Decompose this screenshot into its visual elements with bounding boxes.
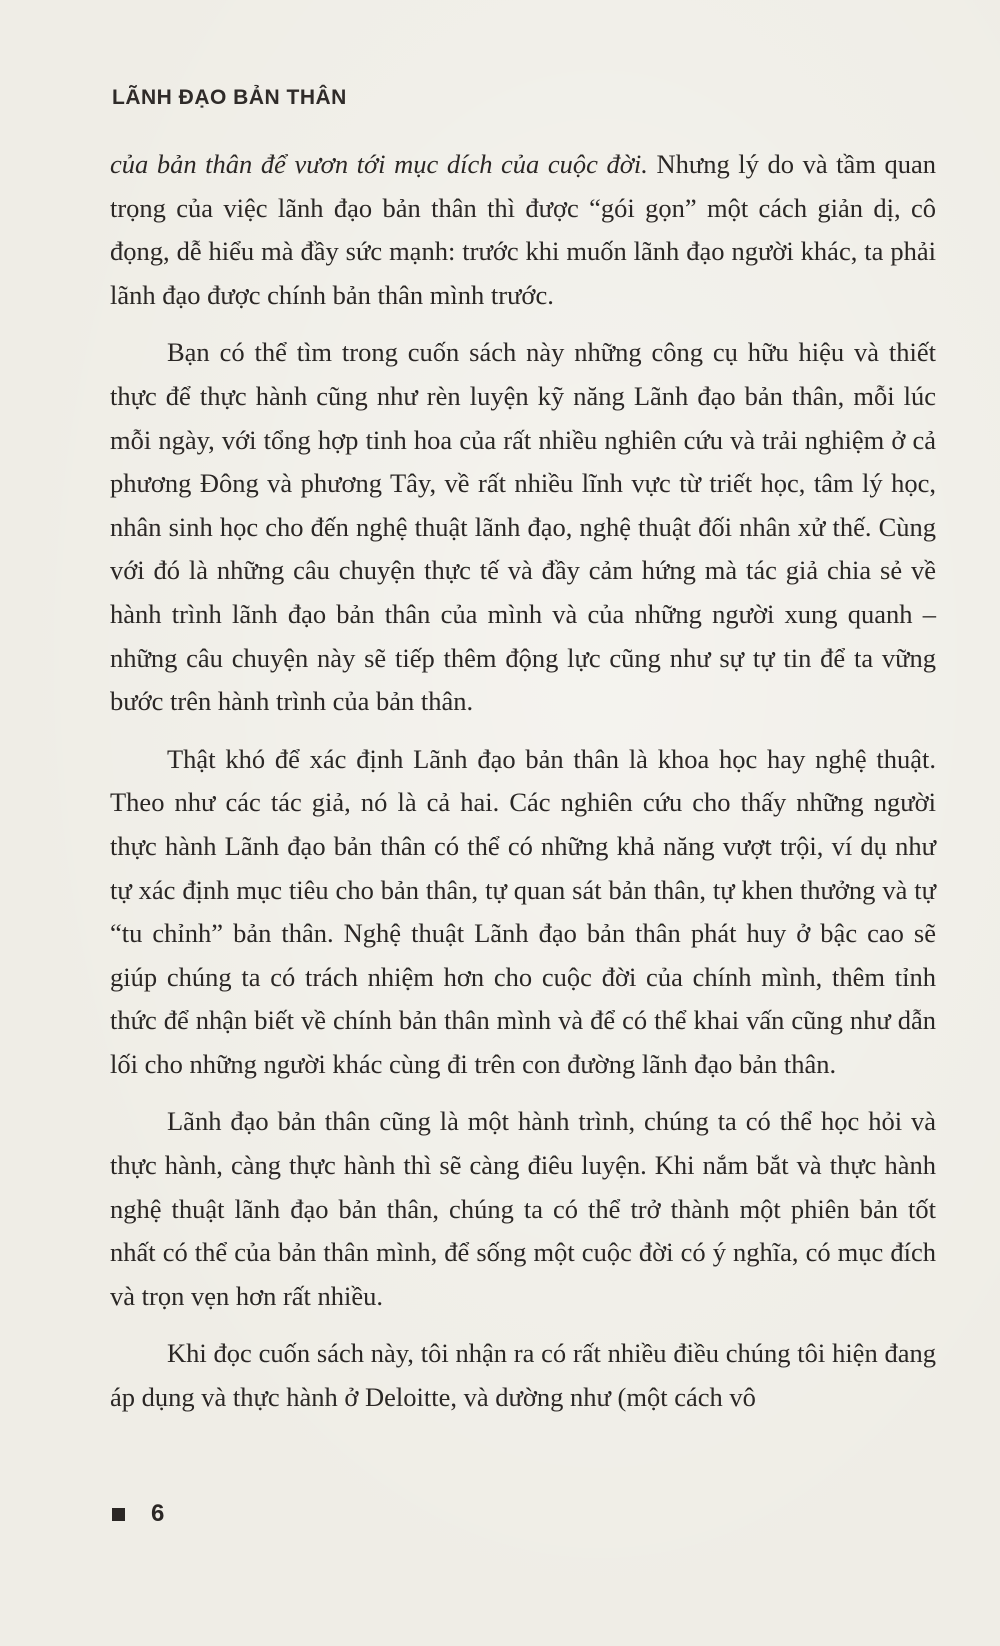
paragraph-1	[110, 143, 936, 317]
page-folio	[112, 1500, 164, 1528]
paragraph-3: Thật khó để xác định Lãnh đạo bản thân là khoa học hay nghệ thuật. Theo như các tác giả, nó là cả hai. Các nghiên cứu cho thấy những người thực hành Lãnh đạo bản thân có thể có những khả năng vượt trội, ví dụ như tự xác định mục tiêu cho bản thân, tự quan sát bản thân, tự khen thưởng và tự “tu chỉnh” bản thân. Nghệ thuật Lãnh đạo bản thân phát huy ở bậc cao sẽ giúp chúng ta có trách nhiệm hơn cho cuộc đời của chính mình, thêm tỉnh thức để nhận biết về chính bản thân mình và để có thể khai vấn cũng như dẫn lối cho những người khác cùng đi trên con đường lãnh đạo bản thân.	[110, 743, 936, 1079]
page-number: 6	[151, 1500, 165, 1527]
paragraph-1-text: Nhưng lý do và tầm quan trọng của việc lãnh đạo bản thân thì được “gói gọn” một cách giản dị, cô đọng, dễ hiểu mà đầy sức mạnh: trước khi muốn lãnh đạo người khác, ta phải lãnh đạo được chính bản thân mình trước.	[110, 149, 936, 310]
paragraph-4: Lãnh đạo bản thân cũng là một hành trình, chúng ta có thể học hỏi và thực hành, càng thực hành thì sẽ càng điêu luyện. Khi nắm bắt và thực hành nghệ thuật lãnh đạo bản thân, chúng ta có thể trở thành một phiên bản tốt nhất có thể của bản thân mình, để sống một cuộc đời có ý nghĩa, có mục đích và trọn vẹn hơn rất nhiều.	[110, 1106, 936, 1311]
paragraph-5: Khi đọc cuốn sách này, tôi nhận ra có rất nhiều điều chúng tôi hiện đang áp dụng và thực hành ở Deloitte, và dường như (một cách vô	[110, 1338, 936, 1413]
running-header-title: LÃNH ĐẠO BẢN THÂN	[112, 86, 347, 109]
paragraph-2: Bạn có thể tìm trong cuốn sách này những công cụ hữu hiệu và thiết thực để thực hành cũng như rèn luyện kỹ năng Lãnh đạo bản thân, mỗi lúc mỗi ngày, với tổng hợp tinh hoa của rất nhiều nghiên cứu và trải nghiệm ở cả phương Đông và phương Tây, về rất nhiều lĩnh vực từ triết học, tâm lý học, nhân sinh học cho đến nghệ thuật lãnh đạo, nghệ thuật đối nhân xử thế. Cùng với đó là những câu chuyện thực tế và đầy cảm hứng mà tác giả chia sẻ về hành trình lãnh đạo bản thân của mình và của những người xung quanh – những câu chuyện này sẽ tiếp thêm động lực cũng như sự tự tin để ta vững bước trên hành trình của bản thân.	[110, 337, 936, 717]
italic-phrase: của bản thân để vươn tới mục dích của cuộc đời.	[110, 149, 648, 179]
square-bullet-icon	[112, 1508, 125, 1521]
body-text	[110, 143, 936, 1434]
